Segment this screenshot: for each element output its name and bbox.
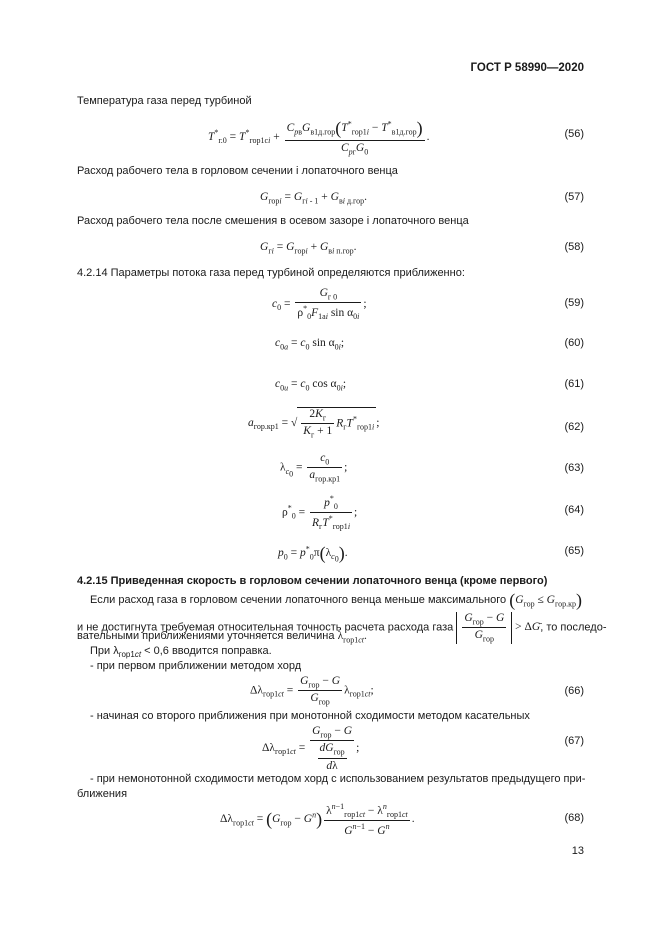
paragraph-tangent: - начиная со второго приближения при монотонной сходимости методом касательных <box>90 710 530 722</box>
equation-60: $c_{0а} = c_0$ $\sin \alpha_{0i}$; <box>275 337 345 352</box>
accuracy-inequality: $\frac{G_{гор} - G}{G_{гор}}$ > ΔG <box>456 621 540 633</box>
paragraph-nonmonotonic: - при немонотонной сходимости методом хорд с использованием результатов предыдущего при- <box>90 773 586 785</box>
equation-62: $a_{гор.кр1}$ = √ $\frac{2K_г}{K_г + 1}$ $R_гT^*_{гор1i}$ ; <box>248 408 380 440</box>
paragraph-throat-flow: Расход рабочего тела в горловом сечении i лопаточного венца <box>77 165 398 177</box>
paragraph-chord-first: - при первом приближении методом хорд <box>90 660 302 672</box>
equation-59: $c_0$ = $\frac{G_{г 0}}{\rho^*_0F_{1аi} \sin \alpha_{0i}}$ ; <box>272 287 367 322</box>
accuracy-text-end: , то последо- <box>540 621 607 634</box>
equation-number: (61) <box>564 378 584 390</box>
page-number: 13 <box>571 845 584 857</box>
accuracy-text: и не достигнута требуемая относительная точность расчета расхода газа <box>77 621 454 634</box>
condition-inequality: $(G_{гор} \le G_{гор.кр})$ <box>509 590 582 610</box>
equation-number: (66) <box>564 685 584 697</box>
condition-text: Если расход газа в горловом сечении лопаточного венца меньше максимального <box>90 594 507 607</box>
section-4-2-15: 4.2.15 Приведенная скорость в горловом сечении лопаточного венца (кроме первого) <box>77 575 548 587</box>
equation-58: $G_{гi} = G_{горi} + G_{вi п.гор}$. <box>260 241 357 256</box>
equation-68: $\Delta\lambda_{гор1ct} = (G_{гор} - G^n)$ $\frac{\lambda^{n-1}_{гор1ct} - \lambda^n_{гор1ct}}{G^{n-1} - G^n}$ . <box>220 802 415 837</box>
correction-text-end: < 0,6 вводится поправка. <box>141 645 272 657</box>
equation-63: $\lambda_{c_0}$ = $\frac{c_0}{a_{гор.кр1}}$ ; <box>280 452 348 484</box>
paragraph-correction: При $\lambda_{гор1ct} < 0,6$ вводится поправка. <box>90 645 272 660</box>
paragraph-mixed-flow: Расход рабочего тела после смешения в осевом зазоре i лопаточного венца <box>77 215 469 227</box>
paragraph-nonmonotonic-cont: ближения <box>77 788 128 800</box>
equation-number: (56) <box>564 128 584 140</box>
equation-number: (67) <box>564 735 584 747</box>
equation-61: $c_{0u} = c_0$ $\cos \alpha_{0i}$; <box>275 378 347 393</box>
equation-number: (63) <box>564 462 584 474</box>
paragraph-refine <box>77 630 367 644</box>
equation-56: $T^*_{г.0} = T^*_{гор1сi}$ + $\frac{C_{pв}G_{в1д.гор}(T^*_{гор1i} - T^*_{в1д.гор})}{C_{pг}G_0}$ . <box>208 118 430 157</box>
equation-66: $\Delta\lambda_{гор1ct}$ = $\frac{G_{гор} - G}{G_{гор}}$ $\lambda_{гор1ct}$; <box>250 675 374 707</box>
equation-number: (60) <box>564 337 584 349</box>
equation-64: $\rho^*_0$ = $\frac{p^*_0}{R_гT^*_{гор1i}}$ ; <box>282 494 358 532</box>
equation-57: $G_{горi} = G_{гi - 1} + G_{вi д.гор}$. <box>260 191 367 206</box>
equation-number: (68) <box>564 812 584 824</box>
equation-number: (62) <box>564 421 584 433</box>
equation-number: (65) <box>564 545 584 557</box>
equation-number: (64) <box>564 504 584 516</box>
section-4-2-14: 4.2.14 Параметры потока газа перед турбиной определяются приближенно: <box>77 267 465 279</box>
correction-text: При λ <box>90 645 119 657</box>
paragraph-condition <box>90 590 582 611</box>
refine-variable: $\lambda_{гор1ct}$. <box>337 630 367 645</box>
document-header: ГОСТ Р 58990—2020 <box>470 62 584 74</box>
equation-67: $\Delta\lambda_{гор1ct}$ = $\frac{G_{гор} - G}{\frac{dG_{гор}}{d\lambda}}$ ; <box>262 725 360 772</box>
equation-65: $p_0 = p^*_0\pi(\lambda_{c_0})$. <box>278 543 348 565</box>
equation-number: (58) <box>564 241 584 253</box>
equation-number: (57) <box>564 191 584 203</box>
paragraph-gas-temperature: Температура газа перед турбиной <box>77 95 252 107</box>
refine-text: вательными приближениями уточняется величина <box>77 630 335 642</box>
equation-number: (59) <box>564 297 584 309</box>
